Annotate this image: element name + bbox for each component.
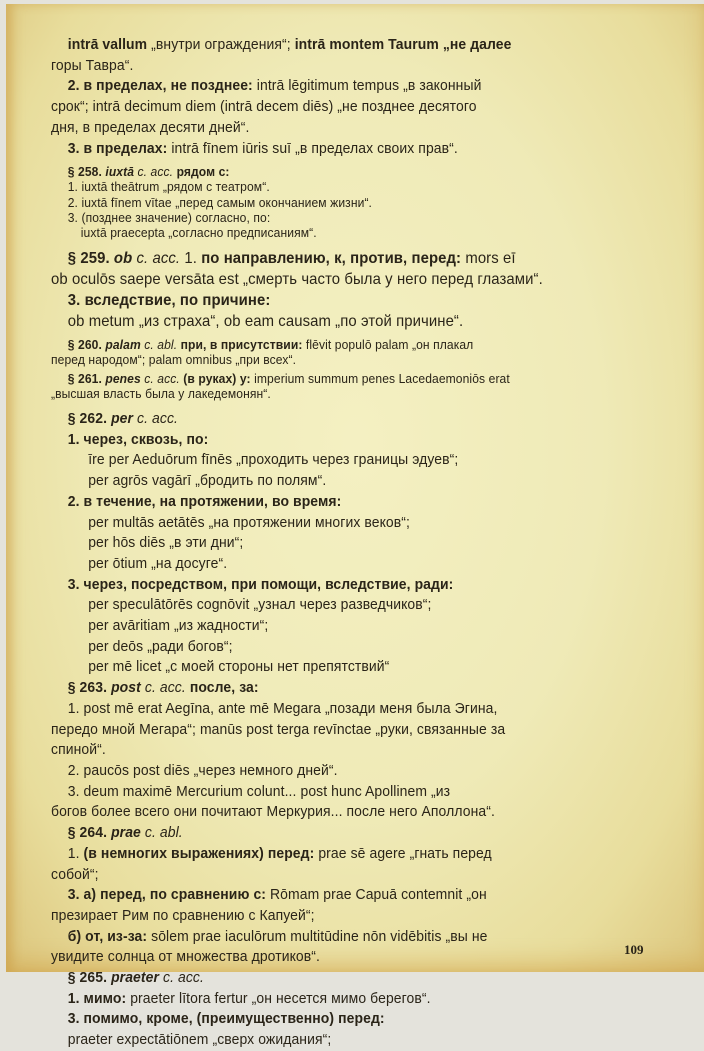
text-line: срок“; intrā decimum diem (intrā decem diēs) „не позднее десятого (51, 98, 477, 116)
meaning: мимо: (83, 989, 127, 1007)
text-line: спиной“. (51, 741, 106, 759)
meaning-line (51, 290, 631, 311)
case-label: c. acc. (137, 164, 174, 180)
example-text: sōlem prae iaculōrum multitūdine nōn vidēbitis „вы не (151, 927, 488, 945)
item-number: б) (67, 927, 82, 945)
section-number: § 259. (67, 250, 110, 268)
case-label: c. abl. (144, 824, 183, 842)
case-label: c. acc. (137, 410, 179, 428)
section-number: § 260. (67, 337, 102, 353)
section-heading (51, 409, 631, 430)
text-line: богов более всего они почитают Меркурия... после него Аполлона“. (51, 803, 495, 821)
text-line: ob oculōs saepe versāta est „смерть часто была у него перед глазами“. (51, 271, 543, 289)
section-264 (51, 823, 631, 968)
section-261 (51, 371, 631, 401)
meaning-line: 3. через, посредством, при помощи, вследствие, ради: (67, 575, 454, 593)
meaning-line: 3. помимо, кроме, (преимущественно) перед: (67, 1010, 385, 1028)
preposition: per (111, 410, 134, 428)
preposition: prae (111, 824, 141, 842)
meaning: вследствие, по причине: (84, 292, 271, 310)
section-number: § 264. (67, 824, 108, 842)
meaning: (в немногих выражениях) перед: (83, 844, 315, 862)
preposition: palam (105, 337, 141, 353)
section-260 (51, 337, 631, 367)
meaning-line: 2. в течение, на протяжении, во время: (67, 492, 342, 510)
example-text: flēvit populō palam „он плакал (305, 337, 474, 353)
text-line: презирает Рим по сравнению с Капуей“; (51, 906, 315, 924)
meaning: от, из-за: (85, 927, 148, 945)
section-number: § 258. (67, 164, 102, 180)
case-label: c. acc. (144, 679, 186, 697)
section-263 (51, 678, 631, 823)
example-line: per avāritiam „из жадности“; (88, 617, 269, 635)
preposition: ob (113, 250, 133, 268)
list-item: 2. iuxtā fīnem vītae „перед самым окончанием жизни“. (67, 194, 373, 210)
text-line: горы Тавра“. (51, 56, 134, 74)
example-line: per speculātōrēs cognōvit „узнал через разведчиков“; (88, 596, 432, 614)
section-number: § 263. (67, 679, 108, 697)
meaning-line (51, 927, 631, 948)
example-text: mors eī (465, 250, 516, 268)
example-line: per deōs „ради богов“; (88, 637, 233, 655)
text-line: 1. post mē erat Aegīna, ante mē Megara „позади меня была Эгина, (67, 699, 498, 717)
item-number: 3. а) (67, 886, 97, 904)
example-text: imperium summum penes Lacedaemoniōs erat (254, 370, 510, 386)
example-text: prae sē agere „гнать перед (318, 844, 492, 862)
section-262 (51, 409, 631, 678)
meaning: перед, по сравнению с: (100, 886, 267, 904)
example-text: praeter lītora fertur „он несется мимо берегов“. (130, 989, 431, 1007)
section-265 (51, 968, 631, 1051)
text-line: 2. paucōs post diēs „через немного дней“. (67, 762, 338, 779)
meaning-line (51, 76, 631, 97)
text-line: ob metum „из страха“, ob eam causam „по этой причине“. (67, 313, 464, 331)
latin-example: intrā vallum (67, 36, 148, 53)
text-line: собой“; (51, 865, 99, 883)
section-number: § 265. (67, 969, 108, 987)
case-label: c. acc. (144, 370, 180, 386)
text-line: перед народом“; palam omnibus „при всех“. (51, 352, 297, 368)
section-heading (51, 823, 631, 844)
item-number: 3. (67, 139, 80, 157)
section-heading (51, 968, 631, 989)
translation: „не далее (442, 36, 512, 53)
item-number: 1. (184, 250, 197, 268)
list-item: iuxtā praecepta „согласно предписаниям“. (80, 225, 317, 241)
example-line: per hōs diēs „в эти дни“; (88, 534, 244, 552)
meaning: после, за: (189, 679, 259, 697)
section-heading (51, 248, 631, 269)
item-number: 2. (67, 77, 80, 95)
item-number: 3. (67, 292, 81, 310)
preposition: iuxtā (105, 164, 135, 180)
section-heading (51, 678, 631, 699)
section-heading (51, 371, 631, 386)
page-content (51, 35, 631, 1051)
text-line: дня, в пределах десяти дней“. (51, 118, 250, 136)
example-line: praeter expectātiōnem „сверх ожидания“; (67, 1031, 332, 1049)
translation: „внутри ограждения“; (151, 36, 291, 53)
text-line: „высшая власть была у лакедемонян“. (51, 385, 271, 401)
example-text: intrā lēgitimum tempus „в законный (256, 77, 482, 95)
item-number: 1. (67, 989, 80, 1007)
preposition: post (111, 679, 141, 697)
latin-example: intrā montem Taurum (294, 36, 439, 53)
list-item: 3. (позднее значение) согласно, по: (67, 209, 271, 225)
case-label: c. abl. (144, 337, 178, 353)
meaning-line (51, 844, 631, 865)
meaning: рядом с: (176, 164, 230, 180)
section-number: § 262. (67, 410, 108, 428)
text-line: 3. deum maximē Mercurium colunt... post hunc Apollinem „из (67, 782, 451, 800)
section-heading (51, 164, 631, 179)
example-text: Rōmam prae Capuā contemnit „он (270, 886, 487, 904)
meaning-line: 1. через, сквозь, по: (67, 430, 209, 448)
item-number: 1. (67, 844, 80, 862)
meaning-line (51, 989, 631, 1010)
preposition: praeter (111, 969, 160, 987)
example-line: īre per Aeduōrum fīnēs „проходить через границы эдуев“; (88, 451, 459, 469)
example-line: per ōtium „на досуге“. (88, 554, 228, 572)
example-line: per agrōs vagārī „бродить по полям“. (88, 472, 327, 490)
text-line: передо мной Мегара“; manūs post terga revīnctae „руки, связанные за (51, 720, 506, 738)
case-label: c. acc. (163, 969, 204, 987)
example-line: per mē licet „с моей стороны нет препятствий“ (88, 658, 390, 676)
page-number: 109 (624, 942, 644, 957)
text-line (51, 35, 631, 56)
meaning-heading: в пределах: (83, 139, 168, 157)
meaning: при, в присутствии: (180, 337, 303, 353)
example-line: per multās aetātēs „на протяжении многих веков“; (88, 513, 410, 531)
list-item: 1. iuxtā theātrum „рядом с театром“. (67, 179, 270, 195)
example-text: intrā fīnem iūris suī „в пределах своих прав“. (171, 139, 458, 157)
meaning-line (51, 139, 631, 160)
case-label: c. acc. (136, 250, 181, 268)
section-number: § 261. (67, 370, 102, 386)
meaning-heading: в пределах, не позднее: (83, 77, 253, 95)
book-page (6, 4, 704, 1049)
text-line: увидите солнца от множества дротиков“. (51, 948, 321, 966)
section-258 (51, 164, 631, 240)
section-259 (51, 248, 631, 332)
section-heading (51, 337, 631, 352)
preposition: penes (105, 370, 141, 386)
meaning: по направлению, к, против, перед: (201, 250, 462, 268)
meaning: (в руках) у: (183, 370, 251, 386)
meaning-line (51, 885, 631, 906)
